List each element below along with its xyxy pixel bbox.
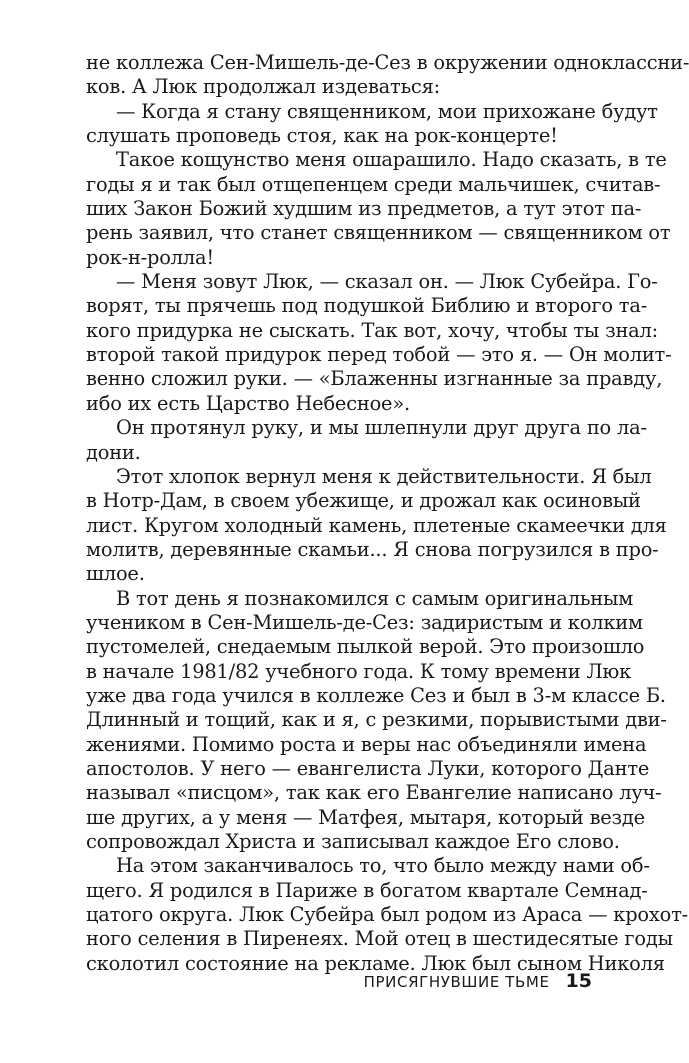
text-line: ше других, а у меня — Матфея, мытаря, который везде	[86, 805, 645, 829]
text-line: учеником в Сен-Мишель-де-Сез: задиристым и колким	[86, 610, 643, 634]
text-line: кого придурка не сыскать. Так вот, хочу, чтобы ты знал:	[86, 318, 658, 342]
text-line: пустомелей, снедаемым пылкой верой. Это произошло	[86, 635, 645, 659]
page-footer	[86, 970, 592, 992]
text-line: в Нотр-Дам, в своем убежище, и дрожал как осиновый	[86, 489, 641, 513]
text-line: Такое кощунство меня ошарашило. Надо сказать, в те	[116, 148, 667, 172]
text-line: Длинный и тощий, как и я, с резкими, порывистыми дви-	[86, 708, 667, 732]
text-line: рок-н-ролла!	[86, 245, 214, 269]
text-line: сколотил состояние на рекламе. Люк был сыном Николя	[86, 951, 665, 975]
body-text	[86, 51, 689, 976]
running-title: ПРИСЯГНУВШИЕ ТЬМЕ	[363, 973, 550, 991]
text-line: ибо их есть Царство Небесное».	[86, 391, 410, 415]
text-line: В тот день я познакомился с самым оригинальным	[116, 586, 634, 610]
text-line: годы я и так был отщепенцем среди мальчишек, считав-	[86, 172, 661, 196]
text-line: молитв, деревянные скамьи... Я снова погрузился в про-	[86, 537, 659, 561]
text-line: — Меня зовут Люк, — сказал он. — Люк Субейра. Го-	[116, 270, 658, 294]
page-number: 15	[565, 970, 592, 992]
text-line: венно сложил руки. — «Блаженны изгнанные за правду,	[86, 367, 663, 391]
text-line: в начале 1981/82 учебного года. К тому времени Люк	[86, 659, 632, 683]
text-line: — Когда я стану священником, мои прихожане будут	[116, 99, 658, 123]
text-line: уже два года учился в коллеже Сез и был в 3-м классе Б.	[86, 683, 666, 707]
text-line: ших Закон Божий худшим из предметов, а тут этот па-	[86, 197, 642, 221]
text-line: апостолов. У него — евангелиста Луки, которого Данте	[86, 756, 650, 780]
text-line: лист. Кругом холодный камень, плетеные скамеечки для	[86, 513, 667, 537]
text-line: ков. А Люк продолжал издеваться:	[86, 75, 440, 99]
text-line: второй такой придурок перед тобой — это я. — Он молит-	[86, 343, 672, 367]
text-line: сопровождал Христа и записывал каждое Его слово.	[86, 830, 620, 853]
text-line: жениями. Помимо роста и веры нас объединяли имена	[86, 732, 647, 756]
text-line: не коллежа Сен-Мишель-де-Сез в окружении одноклассни-	[86, 51, 689, 74]
text-line: Этот хлопок вернул меня к действительности. Я был	[116, 464, 652, 488]
text-line: слушать проповедь стоя, как на рок-концерте!	[86, 124, 558, 148]
text-line: называл «писцом», так как его Евангелие написано луч-	[86, 781, 662, 805]
text-line: цатого округа. Люк Субейра был родом из Араса — крохот-	[86, 903, 688, 927]
text-line: щего. Я родился в Париже в богатом квартале Семнад-	[86, 878, 648, 902]
text-line: ного селения в Пиренеях. Мой отец в шестидесятые годы	[86, 927, 673, 951]
text-line: дони.	[86, 440, 141, 464]
text-line: шлое.	[86, 562, 145, 586]
text-line: ворят, ты прячешь под подушкой Библию и второго та-	[86, 294, 648, 318]
text-line: рень заявил, что станет священником — священником от	[86, 221, 671, 245]
text-line: Он протянул руку, и мы шлепнули друг друга по ла-	[116, 416, 647, 440]
text-line: На этом заканчивалось то, что было между нами об-	[116, 854, 650, 878]
